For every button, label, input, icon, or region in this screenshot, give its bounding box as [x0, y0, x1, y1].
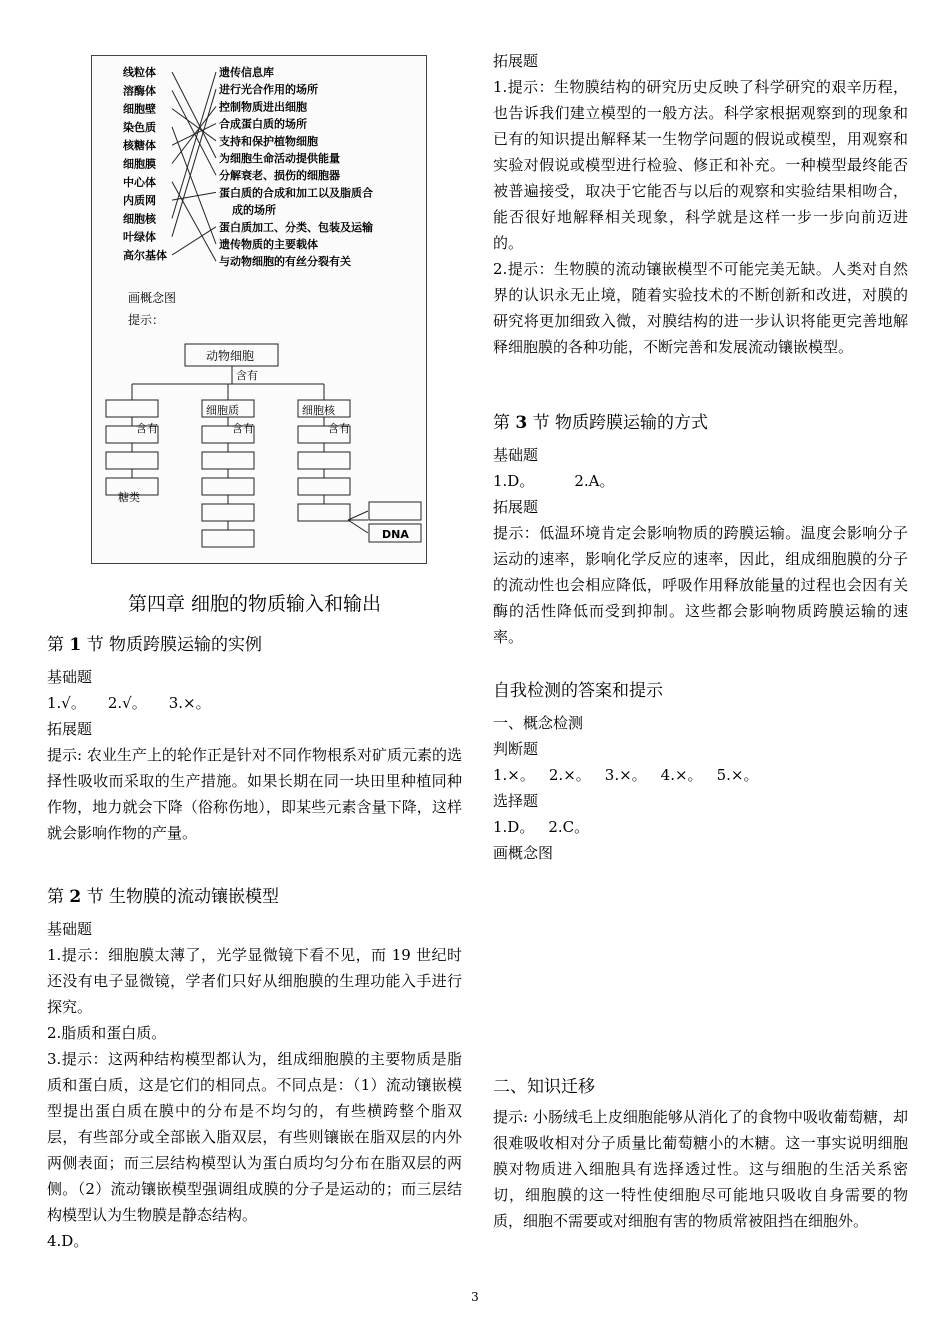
concept-extra-box — [369, 502, 421, 520]
matching-line — [172, 227, 216, 255]
judge-answer-3: 3.×。 — [604, 766, 647, 784]
function-term: 蛋白质的合成和加工以及脂质合 — [219, 186, 373, 200]
function-term: 遗传物质的主要载体 — [219, 238, 318, 251]
function-term: 控制物质进出细胞 — [219, 100, 307, 114]
concept-box — [202, 504, 254, 521]
concept-contains-root: 含有 — [236, 369, 258, 382]
section-2-q4: 4.D。 — [47, 1232, 89, 1250]
concept-check-heading: 一、概念检测 — [493, 714, 584, 732]
concept-box — [298, 478, 350, 495]
choice-answer-2: 2.C。 — [548, 818, 590, 836]
section-3-ext-label: 拓展题 — [493, 498, 539, 516]
section-3-answers — [493, 468, 908, 494]
transfer-title: 二、知识迁移 — [493, 1077, 595, 1097]
concept-column-3 — [298, 400, 350, 521]
section-3-title: 第 3 节 物质跨膜运输的方式 — [493, 413, 709, 433]
concept-map — [106, 344, 421, 547]
function-term: 进行光合作用的场所 — [219, 83, 318, 97]
self-check-title: 自我检测的答案和提示 — [493, 681, 663, 701]
organelle-term: 线粒体 — [123, 66, 156, 79]
judge-answer-2: 2.×。 — [548, 766, 591, 784]
concept-box — [202, 452, 254, 469]
chapter-title: 第四章 细胞的物质输入和输出 — [127, 593, 382, 615]
function-term: 合成蛋白质的场所 — [219, 117, 307, 131]
function-term: 为细胞生命活动提供能量 — [219, 152, 340, 165]
concept-box — [298, 504, 350, 521]
concept-contains-1: 含有 — [136, 422, 158, 435]
judge-answer-4: 4.×。 — [660, 766, 703, 784]
organelle-term: 细胞核 — [123, 212, 156, 226]
judge-answer-5: 5.×。 — [716, 766, 759, 784]
organelle-term: 内质网 — [123, 194, 156, 208]
s3-answer-2: 2.A。 — [574, 472, 615, 490]
s1-answer-3: 3.×。 — [168, 694, 211, 712]
organelle-term: 溶酶体 — [123, 84, 156, 98]
section-1-ext-text: 提示: 农业生产上的轮作正是针对不同作物根系对矿质元素的选择性吸收而采取的生产措施。如果长期在同一块田里种植同种作物，地力就会下降（俗称伤地），即某些元素含量下降，这样就会影响作物的产量。 — [47, 746, 462, 842]
choice-answer-1: 1.D。 — [493, 818, 535, 836]
organelle-terms — [122, 65, 167, 262]
function-term: 成的场所 — [232, 203, 276, 217]
concept-box — [298, 452, 350, 469]
judge-label: 判断题 — [493, 740, 539, 758]
function-term: 与动物细胞的有丝分裂有关 — [219, 255, 351, 269]
section-2-q3: 3.提示：这两种结构模型都认为，组成细胞膜的主要物质是脂质和蛋白质，这是它们的相同点。不同点是：（1）流动镶嵌模型提出蛋白质在膜中的分布是不均匀的，有些横跨整个脂双层，有些部分或全部嵌入脂双层，有些则镶嵌在脂双层的内外两侧表面；而三层结构模型认为蛋白质均匀分布在脂双层的两侧。（2）流动镶嵌模型强调组成膜的分子是运动的；而三层结构模型认为生物膜是静态结构。 — [47, 1050, 462, 1224]
function-terms — [218, 65, 373, 268]
section-2-q1: 1.提示：细胞膜太薄了，光学显微镜下看不见，而 19 世纪时还没有电子显微镜，学者们只好从细胞膜的生理功能入手进行探究。 — [47, 946, 462, 1016]
section-2-title: 第 2 节 生物膜的流动镶嵌模型 — [47, 887, 280, 907]
figure-canvas — [92, 56, 426, 563]
section-1-ext-label: 拓展题 — [47, 720, 93, 738]
s1-answer-2: 2.√。 — [107, 694, 147, 712]
concept-root-text: 动物细胞 — [206, 349, 255, 363]
concept-box — [202, 478, 254, 495]
concept-contains-3: 含有 — [328, 422, 350, 435]
concept-box — [202, 530, 254, 547]
figure-draw-label: 画概念图 — [128, 291, 177, 305]
organelle-term: 细胞膜 — [123, 157, 156, 171]
page-number: 3 — [471, 1290, 479, 1304]
choice-label: 选择题 — [493, 792, 539, 810]
function-term: 蛋白质加工、分类、包装及运输 — [219, 220, 373, 234]
organelle-term: 叶绿体 — [123, 230, 156, 244]
judge-answers — [493, 762, 908, 788]
choice-answers — [493, 814, 908, 840]
matching-lines — [172, 72, 216, 261]
section-2-basic-label: 基础题 — [47, 920, 93, 938]
concept-column-1 — [106, 400, 158, 495]
organelle-term: 染色质 — [123, 120, 156, 134]
section-2-ext-label: 拓展题 — [493, 52, 539, 70]
section-3-ext-text: 提示：低温环境肯定会影响物质的跨膜运输。温度会影响分子运动的速率，影响化学反应的速率，因此，组成细胞膜的分子的流动性也会相应降低，呼吸作用释放能量的过程也会因有关酶的活性降低而受到抑制。这些都会影响物质跨膜运输的速率。 — [493, 524, 908, 646]
function-term: 分解衰老、损伤的细胞器 — [219, 169, 340, 183]
s1-answer-1: 1.√。 — [47, 694, 86, 712]
transfer-text: 提示: 小肠绒毛上皮细胞能够从消化了的食物中吸收葡萄糖，却很难吸收相对分子质量比葡萄糖小的木糖。这一事实说明细胞膜对物质进入细胞具有选择透过性。这与细胞的生活关系密切，细胞膜的这一特性使细胞尽可能地只吸收自身需要的物质，细胞不需要或对细胞有害的物质常被阻挡在细胞外。 — [493, 1108, 908, 1230]
concept-box — [106, 452, 158, 469]
judge-answer-1: 1.×。 — [493, 766, 535, 784]
matching-line — [172, 109, 216, 141]
section-1-answers — [47, 690, 462, 716]
concept-box — [106, 400, 158, 417]
figure-hint-label: 提示： — [128, 313, 165, 327]
concept-sugar-text: 糖类 — [118, 491, 140, 504]
concept-branch-2-text: 细胞质 — [206, 404, 239, 417]
s3-answer-1: 1.D。 — [493, 472, 535, 490]
organelle-term: 细胞壁 — [123, 102, 156, 116]
concept-dna-text: DNA — [382, 528, 409, 541]
section-1-basic-label: 基础题 — [47, 668, 93, 686]
organelle-term: 中心体 — [123, 175, 156, 189]
function-term: 遗传信息库 — [219, 66, 274, 79]
matching-and-concept-map-figure — [91, 55, 427, 564]
section-2-q2: 2.脂质和蛋白质。 — [47, 1024, 167, 1042]
section-2-ext-2: 2.提示：生物膜的流动镶嵌模型不可能完美无缺。人类对自然界的认识永无止境，随着实验技术的不断创新和改进，对膜的研究将更加细致入微，对膜结构的进一步认识将能更完善地解释细胞膜的各种功能，不断完善和发展流动镶嵌模型。 — [493, 260, 908, 356]
organelle-term: 高尔基体 — [123, 249, 167, 262]
concept-branch-3-text: 细胞核 — [302, 404, 335, 417]
draw-concept-label: 画概念图 — [493, 844, 554, 862]
function-term: 支持和保护植物细胞 — [219, 134, 318, 148]
section-3-basic-label: 基础题 — [493, 446, 539, 464]
section-2-ext-1: 1.提示：生物膜结构的研究历史反映了科学研究的艰辛历程，也告诉我们建立模型的一般方法。科学家根据观察到的现象和已有的知识提出解释某一生物学问题的假说或模型，用观察和实验对假说或模型进行检验、修正和补充。一种模型最终能否被普遍接受，取决于它能否与以后的观察和实验结果相吻合，能否很好地解释相关现象，科学就是这样一步一步向前迈进的。 — [493, 78, 908, 252]
concept-contains-2: 含有 — [232, 422, 254, 435]
organelle-term: 核糖体 — [123, 139, 156, 153]
section-1-title: 第 1 节 物质跨膜运输的实例 — [47, 635, 263, 655]
